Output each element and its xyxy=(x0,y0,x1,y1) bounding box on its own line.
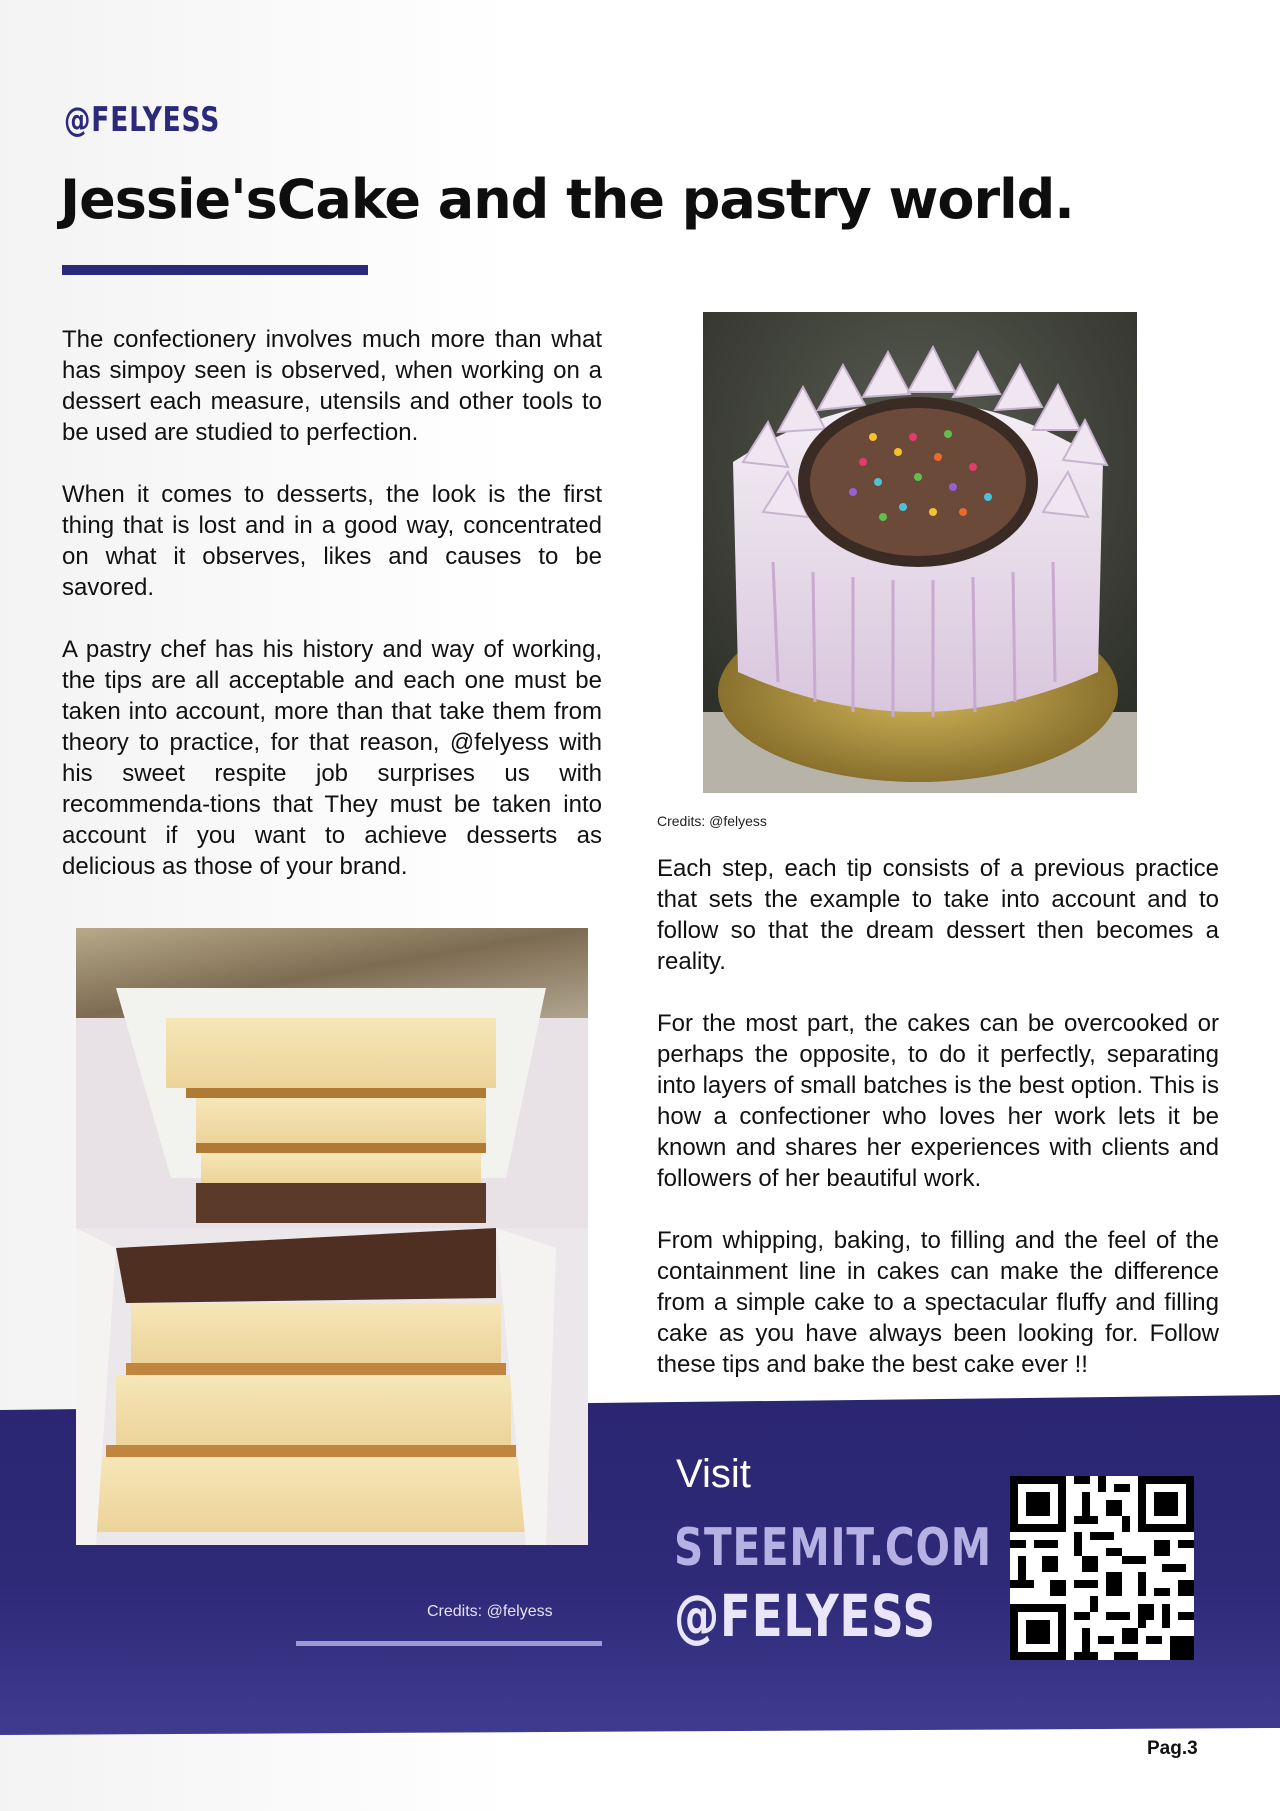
cake-photo-bottom xyxy=(76,928,588,1545)
qr-code-icon[interactable] xyxy=(1010,1476,1194,1660)
visit-label: Visit xyxy=(676,1452,751,1496)
site-link[interactable]: STEEMIT.COM xyxy=(674,1518,992,1578)
right-paragraph-3: From whipping, baking, to filling and the feel of the containment line in cakes can make the difference from a simple cake to a spectacular fluffy and filling cake as you have always been looking for. Follow these tips and bake the best cake ever !! xyxy=(657,1227,1219,1378)
cake-photo-top xyxy=(703,312,1137,793)
left-paragraph-2: When it comes to desserts, the look is the first thing that is lost and in a good way, concentrated on what it observes, likes and causes to be savored. xyxy=(62,481,602,601)
left-paragraph-3: A pastry chef has his history and way of working, the tips are all acceptable and each one must be taken into account, more than that take them from theory to practice, for that reason, @felyess with his sweet respite job surprises us with recommenda-tions that They must be taken into account if you want to achieve desserts as delicious as those of your brand. xyxy=(62,636,602,880)
right-paragraph-1: Each step, each tip consists of a previous practice that sets the example to take into account and to follow so that the dream dessert then becomes a reality. xyxy=(657,855,1219,975)
left-paragraph-1: The confectionery involves much more than what has simpoy seen is observed, when working on a dessert each measure, utensils and other tools to be used are studied to perfection. xyxy=(62,326,602,446)
title-underline xyxy=(62,265,368,275)
left-column-text xyxy=(62,324,602,913)
profile-handle-link[interactable]: @FELYESS xyxy=(674,1582,936,1650)
page-number: Pag.3 xyxy=(1147,1738,1198,1759)
page-title: Jessie'sCake and the pastry world. xyxy=(60,168,1074,231)
handle-label: @FELYESS xyxy=(64,100,221,140)
caption-underline xyxy=(296,1641,602,1646)
bottom-photo-caption: Credits: @felyess xyxy=(427,1603,553,1620)
right-paragraph-2: For the most part, the cakes can be overcooked or perhaps the opposite, to do it perfectly, separating into layers of small batches is the best option. This is how a confectioner who loves her work lets it be known and shares her experiences with clients and followers of her beautiful work. xyxy=(657,1010,1219,1192)
top-photo-caption: Credits: @felyess xyxy=(657,813,767,829)
right-column-text xyxy=(657,853,1219,1411)
